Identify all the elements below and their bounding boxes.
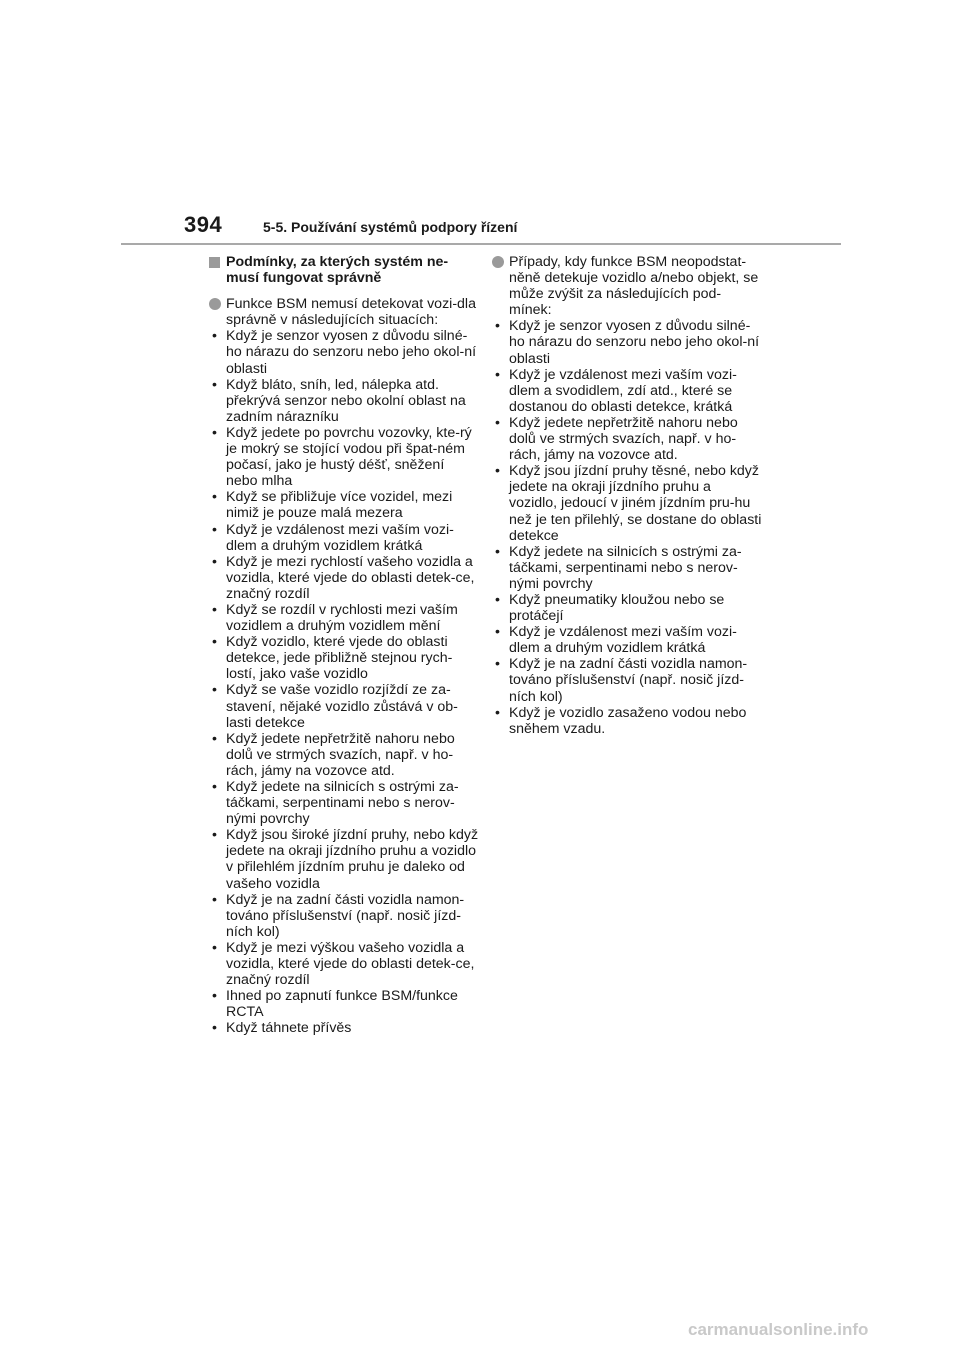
list-item: [492, 705, 762, 737]
bullet-dot-icon: •: [495, 414, 500, 431]
left-bullet-list: [209, 328, 479, 1036]
bullet-dot-icon: •: [495, 704, 500, 721]
list-item-text: Když je vzdálenost mezi vaším vozi-dlem a druhým vozidlem krátká: [509, 624, 737, 657]
list-item-text: Když bláto, sníh, led, nálepka atd. překrývá senzor nebo okolní oblast na zadním nárazníku: [226, 376, 466, 425]
list-item-text: Když se rozdíl v rychlosti mezi vaším vozidlem a druhým vozidlem mění: [226, 601, 458, 635]
list-item: [209, 940, 479, 988]
list-item-text: Když je vozidlo zasaženo vodou nebo sněhem vzadu.: [509, 704, 747, 737]
list-item-text: Když se přibližuje více vozidel, mezi nimiž je pouze malá mezera: [226, 489, 453, 522]
list-item: [492, 624, 762, 656]
list-item-text: Když je senzor vyosen z důvodu silné-ho nárazu do senzoru nebo jeho okol-ní oblasti: [226, 328, 477, 377]
list-item: [209, 425, 479, 489]
list-item-text: Když se vaše vozidlo rozjíždí ze za-stavení, nějaké vozidlo zůstává v ob-lasti detekce: [226, 682, 458, 731]
bullet-dot-icon: •: [495, 656, 500, 673]
list-item: [209, 328, 479, 376]
list-item: [492, 656, 762, 704]
list-item-text: Když jsou jízdní pruhy těsné, nebo když jedete na okraji jízdního pruhu a vozidlo, jedoucí v jiném jízdním pru-hu než je ten přilehlý, se dostane do oblasti detekce: [509, 463, 762, 544]
bullet-dot-icon: •: [212, 682, 217, 699]
bullet-dot-icon: •: [212, 827, 217, 844]
list-item: [209, 682, 479, 730]
square-bullet-icon: [209, 257, 220, 268]
bullet-dot-icon: •: [495, 624, 500, 641]
bullet-dot-icon: •: [212, 988, 217, 1005]
conditions-heading: [209, 254, 479, 286]
left-intro: [209, 296, 479, 328]
intro-text: Případy, kdy funkce BSM neopodstat-něně detekuje vozidlo a/nebo objekt, se může zvýšit za následujících pod-mínek:: [509, 254, 759, 319]
bullet-dot-icon: •: [212, 601, 217, 618]
list-item: [492, 367, 762, 415]
list-item-text: Když je mezi výškou vašeho vozidla a vozidla, které vjede do oblasti detek-ce, značný rozdíl: [226, 939, 475, 989]
bullet-dot-icon: •: [212, 489, 217, 506]
list-item-text: Když jedete na silnicích s ostrými za-táčkami, serpentinami nebo s nerov-nými povrchy: [226, 779, 459, 828]
list-item-text: Když je na zadní části vozidla namon-továno příslušenství (např. nosič jízd-ních kol): [226, 891, 465, 940]
header-divider: [121, 243, 841, 245]
list-item-text: Ihned po zapnutí funkce BSM/funkce RCTA: [226, 988, 458, 1021]
list-item-text: Když vozidlo, které vjede do oblasti detekce, jede přibližně stejnou rych-lostí, jako vaše vozidlo: [226, 634, 453, 683]
list-item: [209, 377, 479, 425]
list-item: [492, 592, 762, 624]
list-item: [492, 463, 762, 543]
list-item-text: Když je senzor vyosen z důvodu silné-ho nárazu do senzoru nebo jeho okol-ní oblasti: [509, 318, 760, 367]
list-item: [209, 988, 479, 1020]
list-item: [209, 554, 479, 602]
watermark-logo: carmanualsonline.info: [688, 1320, 869, 1339]
bullet-dot-icon: •: [212, 779, 217, 795]
list-item: [209, 522, 479, 554]
list-item: [209, 1020, 479, 1036]
list-item-text: Když táhnete přívěs: [226, 1020, 352, 1037]
right-bullet-list: [492, 318, 762, 736]
right-column: [492, 254, 762, 737]
bullet-dot-icon: •: [212, 553, 217, 570]
list-item: [492, 544, 762, 592]
list-item: [209, 731, 479, 779]
list-item-text: Když je mezi rychlostí vašeho vozidla a vozidla, které vjede do oblasti detek-ce, značný rozdíl: [226, 553, 475, 602]
circle-bullet-icon: [492, 256, 504, 268]
list-item: [209, 634, 479, 682]
circle-bullet-icon: [209, 298, 221, 310]
list-item: [209, 827, 479, 891]
list-item: [492, 415, 762, 463]
list-item-text: Když jedete na silnicích s ostrými za-táčkami, serpentinami nebo s nerov-nými povrchy: [509, 543, 742, 592]
list-item: [209, 489, 479, 521]
left-column: [209, 254, 479, 1037]
bullet-dot-icon: •: [212, 521, 217, 538]
list-item-text: Když je vzdálenost mezi vaším vozi-dlem a druhým vozidlem krátká: [226, 521, 454, 554]
bullet-dot-icon: •: [212, 939, 217, 956]
bullet-dot-icon: •: [212, 328, 217, 345]
list-item-text: Když jedete nepřetržitě nahoru nebo dolů ve strmých svazích, např. v ho-rách, jámy na vozovce atd.: [226, 730, 455, 779]
list-item: [492, 318, 762, 366]
bullet-dot-icon: •: [495, 543, 500, 560]
bullet-dot-icon: •: [495, 318, 500, 335]
bullet-dot-icon: •: [495, 591, 500, 608]
list-item-text: Když pneumatiky kloužou nebo se protáčejí: [509, 591, 725, 625]
bullet-dot-icon: •: [212, 891, 217, 908]
bullet-dot-icon: •: [495, 463, 500, 480]
list-item-text: Když je na zadní části vozidla namon-továno příslušenství (např. nosič jízd-ních kol): [509, 656, 748, 705]
bullet-dot-icon: •: [212, 634, 217, 651]
page-number: 394: [184, 212, 223, 237]
list-item: [209, 779, 479, 827]
bullet-dot-icon: •: [212, 424, 217, 441]
list-item: [209, 892, 479, 940]
list-item-text: Když jedete nepřetržitě nahoru nebo dolů ve strmých svazích, např. v ho-rách, jámy na vozovce atd.: [509, 414, 738, 464]
bullet-dot-icon: •: [212, 730, 217, 747]
list-item-text: Když jsou široké jízdní pruhy, nebo když jedete na okraji jízdního pruhu a vozidlo v přilehlém jízdním pruhu je daleko od vašeho vozidla: [226, 827, 479, 892]
right-intro: [492, 254, 762, 318]
bullet-dot-icon: •: [212, 376, 217, 393]
heading-text: Podmínky, za kterých systém ne-musí fungovat správně: [226, 254, 449, 287]
list-item: [209, 602, 479, 634]
section-title: 5-5. Používání systémů podpory řízení: [263, 219, 518, 235]
bullet-dot-icon: •: [495, 366, 500, 383]
bullet-dot-icon: •: [212, 1020, 217, 1037]
intro-text: Funkce BSM nemusí detekovat vozi-dla správně v následujících situacích:: [226, 296, 476, 329]
list-item-text: Když je vzdálenost mezi vaším vozi-dlem a svodidlem, zdí atd., které se dostanou do oblasti detekce, krátká: [509, 366, 737, 415]
list-item-text: Když jedete po povrchu vozovky, kte-rý je mokrý se stojící vodou při špat-ném počasí, jako je hustý déšť, sněžení nebo mlha: [226, 424, 472, 490]
